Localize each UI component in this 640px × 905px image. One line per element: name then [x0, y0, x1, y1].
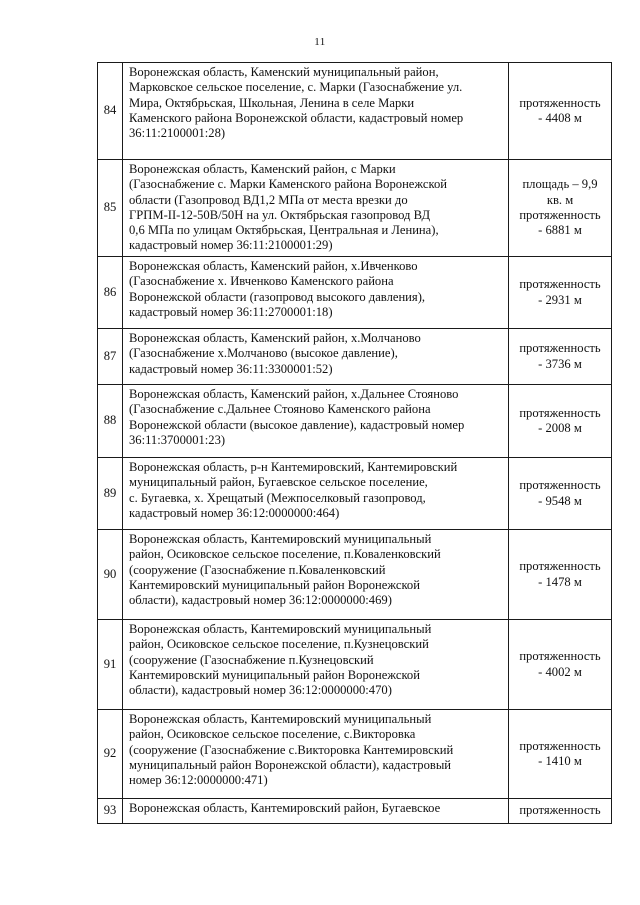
- characteristic-line: протяженность: [519, 738, 601, 753]
- characteristic-line: протяженность: [519, 649, 601, 664]
- description-line: Воронежская область, Кантемировский муниципальный: [129, 712, 432, 726]
- characteristic-line: - 4002 м: [538, 664, 582, 679]
- object-description: [123, 710, 509, 799]
- object-characteristic: [509, 458, 612, 530]
- description-line: (Газоснабжение с.Дальнее Стояново Каменского района: [129, 402, 431, 417]
- characteristic-line: - 4408 м: [538, 111, 582, 125]
- description-line: район, Осиковское сельское поселение, п.Кузнецовский: [129, 637, 429, 652]
- table-row: [98, 160, 612, 257]
- object-characteristic: [509, 385, 612, 458]
- characteristic-line: протяженность: [519, 803, 601, 818]
- description-line: Кантемировский муниципальный район Воронежской: [129, 667, 420, 682]
- object-characteristic: [509, 620, 612, 710]
- description-line: Воронежская область, Каменский район, с Марки: [129, 162, 396, 176]
- row-number: 92: [98, 710, 123, 799]
- characteristic-line: - 2008 м: [538, 421, 582, 435]
- description-line: области), кадастровый номер 36:12:0000000:470): [129, 683, 392, 698]
- description-line: Воронежской области (газопровод высокого давления),: [129, 289, 426, 304]
- description-line: Воронежская область, Каменский район, х.Дальнее Стояново: [129, 387, 459, 401]
- characteristic-line: площадь – 9,9: [522, 177, 598, 192]
- characteristic-line: - 6881 м: [538, 223, 582, 238]
- description-line: (сооружение (Газоснабжение п.Кузнецовский: [129, 652, 374, 667]
- object-description: [123, 329, 509, 385]
- description-line: с. Бугаевка, х. Хрещатый (Межпоселковый газопровод,: [129, 490, 426, 505]
- characteristic-line: протяженность: [519, 559, 601, 574]
- description-line: (Газоснабжение с. Марки Каменского района Воронежской: [129, 177, 447, 192]
- row-number: 93: [98, 799, 123, 824]
- registry-table-body: [98, 63, 612, 824]
- row-number: 90: [98, 530, 123, 620]
- characteristic-line: протяженность: [519, 341, 601, 356]
- description-line: муниципальный район Воронежской области), кадастровый: [129, 757, 452, 772]
- table-row: [98, 385, 612, 458]
- property-registry-table: [97, 62, 612, 824]
- description-line: (Газоснабжение х. Ивченково Каменского района: [129, 274, 394, 289]
- description-line: район, Осиковское сельское поселение, с.Викторовка: [129, 727, 416, 742]
- description-line: ГРПМ-II-12-50В/50Н на ул. Октябрьская газопровод ВД: [129, 207, 431, 222]
- description-line: Марковское сельское поселение, с. Марки (Газоснабжение ул.: [129, 80, 463, 95]
- description-line: Воронежская область, Кантемировский район, Бугаевское: [129, 801, 441, 815]
- object-description: [123, 257, 509, 329]
- table-row: [98, 799, 612, 824]
- description-line: кадастровый номер 36:11:2100001:29): [129, 238, 333, 253]
- description-line: 36:11:2100001:28): [129, 126, 226, 141]
- description-line: 0,6 МПа по улицам Октябрьская, Центральная и Ленина),: [129, 223, 439, 238]
- object-description: [123, 160, 509, 257]
- row-number: 88: [98, 385, 123, 458]
- description-line: 36:11:3700001:23): [129, 432, 226, 447]
- characteristic-line: - 1478 м: [538, 574, 582, 589]
- table-row: [98, 329, 612, 385]
- object-characteristic: [509, 710, 612, 799]
- description-line: (Газоснабжение х.Молчаново (высокое давление),: [129, 346, 398, 361]
- description-line: области (Газопровод ВД1,2 МПа от места врезки до: [129, 192, 408, 207]
- object-description: [123, 530, 509, 620]
- description-line: Воронежская область, Каменский район, х.Ивченково: [129, 259, 418, 273]
- description-line: (сооружение (Газоснабжение п.Коваленковский: [129, 562, 386, 577]
- row-number: 86: [98, 257, 123, 329]
- characteristic-line: протяженность: [519, 95, 601, 110]
- description-line: номер 36:12:0000000:471): [129, 773, 268, 788]
- object-description: [123, 620, 509, 710]
- row-number: 91: [98, 620, 123, 710]
- description-line: муниципальный район, Бугаевское сельское поселение,: [129, 475, 428, 490]
- table-row: [98, 257, 612, 329]
- object-characteristic: [509, 63, 612, 160]
- characteristic-line: протяженность: [519, 277, 601, 292]
- row-number: 89: [98, 458, 123, 530]
- description-line: Каменского района Воронежской области, кадастровый номер: [129, 110, 464, 125]
- description-line: кадастровый номер 36:12:0000000:464): [129, 505, 340, 520]
- object-description: [123, 799, 509, 824]
- object-description: [123, 385, 509, 458]
- characteristic-line: кв. м: [546, 192, 574, 207]
- object-description: [123, 458, 509, 530]
- description-line: кадастровый номер 36:11:2700001:18): [129, 304, 333, 319]
- description-line: Воронежской области (высокое давление), кадастровый номер: [129, 417, 465, 432]
- characteristic-line: - 1410 м: [538, 754, 582, 768]
- characteristic-line: - 2931 м: [538, 292, 582, 307]
- characteristic-line: протяженность: [519, 208, 601, 222]
- description-line: Воронежская область, Каменский муниципальный район,: [129, 65, 439, 79]
- row-number: 85: [98, 160, 123, 257]
- table-row: [98, 63, 612, 160]
- page-number: 11: [314, 36, 326, 48]
- object-characteristic: [509, 530, 612, 620]
- table-row: [98, 458, 612, 530]
- characteristic-line: протяженность: [519, 405, 601, 420]
- description-line: Воронежская область, Каменский район, х.Молчаново: [129, 331, 421, 345]
- description-line: район, Осиковское сельское поселение, п.Коваленковский: [129, 547, 441, 562]
- description-line: кадастровый номер 36:11:3300001:52): [129, 361, 333, 376]
- characteristic-line: протяженность: [519, 478, 601, 493]
- description-line: области), кадастровый номер 36:12:0000000:469): [129, 593, 392, 608]
- object-characteristic: [509, 160, 612, 257]
- row-number: 84: [98, 63, 123, 160]
- characteristic-line: - 9548 м: [538, 493, 582, 508]
- description-line: Воронежская область, р-н Кантемировский, Кантемировский: [129, 460, 458, 474]
- description-line: Кантемировский муниципальный район Воронежской: [129, 577, 420, 592]
- table-row: [98, 710, 612, 799]
- table-row: [98, 620, 612, 710]
- object-characteristic: [509, 257, 612, 329]
- object-description: [123, 63, 509, 160]
- description-line: Мира, Октябрьская, Школьная, Ленина в селе Марки: [129, 95, 415, 110]
- row-number: 87: [98, 329, 123, 385]
- table-row: [98, 530, 612, 620]
- object-characteristic: [509, 799, 612, 824]
- description-line: Воронежская область, Кантемировский муниципальный: [129, 622, 432, 636]
- characteristic-line: - 3736 м: [538, 356, 582, 371]
- description-line: (сооружение (Газоснабжение с.Викторовка Кантемировский: [129, 742, 454, 757]
- description-line: Воронежская область, Кантемировский муниципальный: [129, 532, 432, 546]
- object-characteristic: [509, 329, 612, 385]
